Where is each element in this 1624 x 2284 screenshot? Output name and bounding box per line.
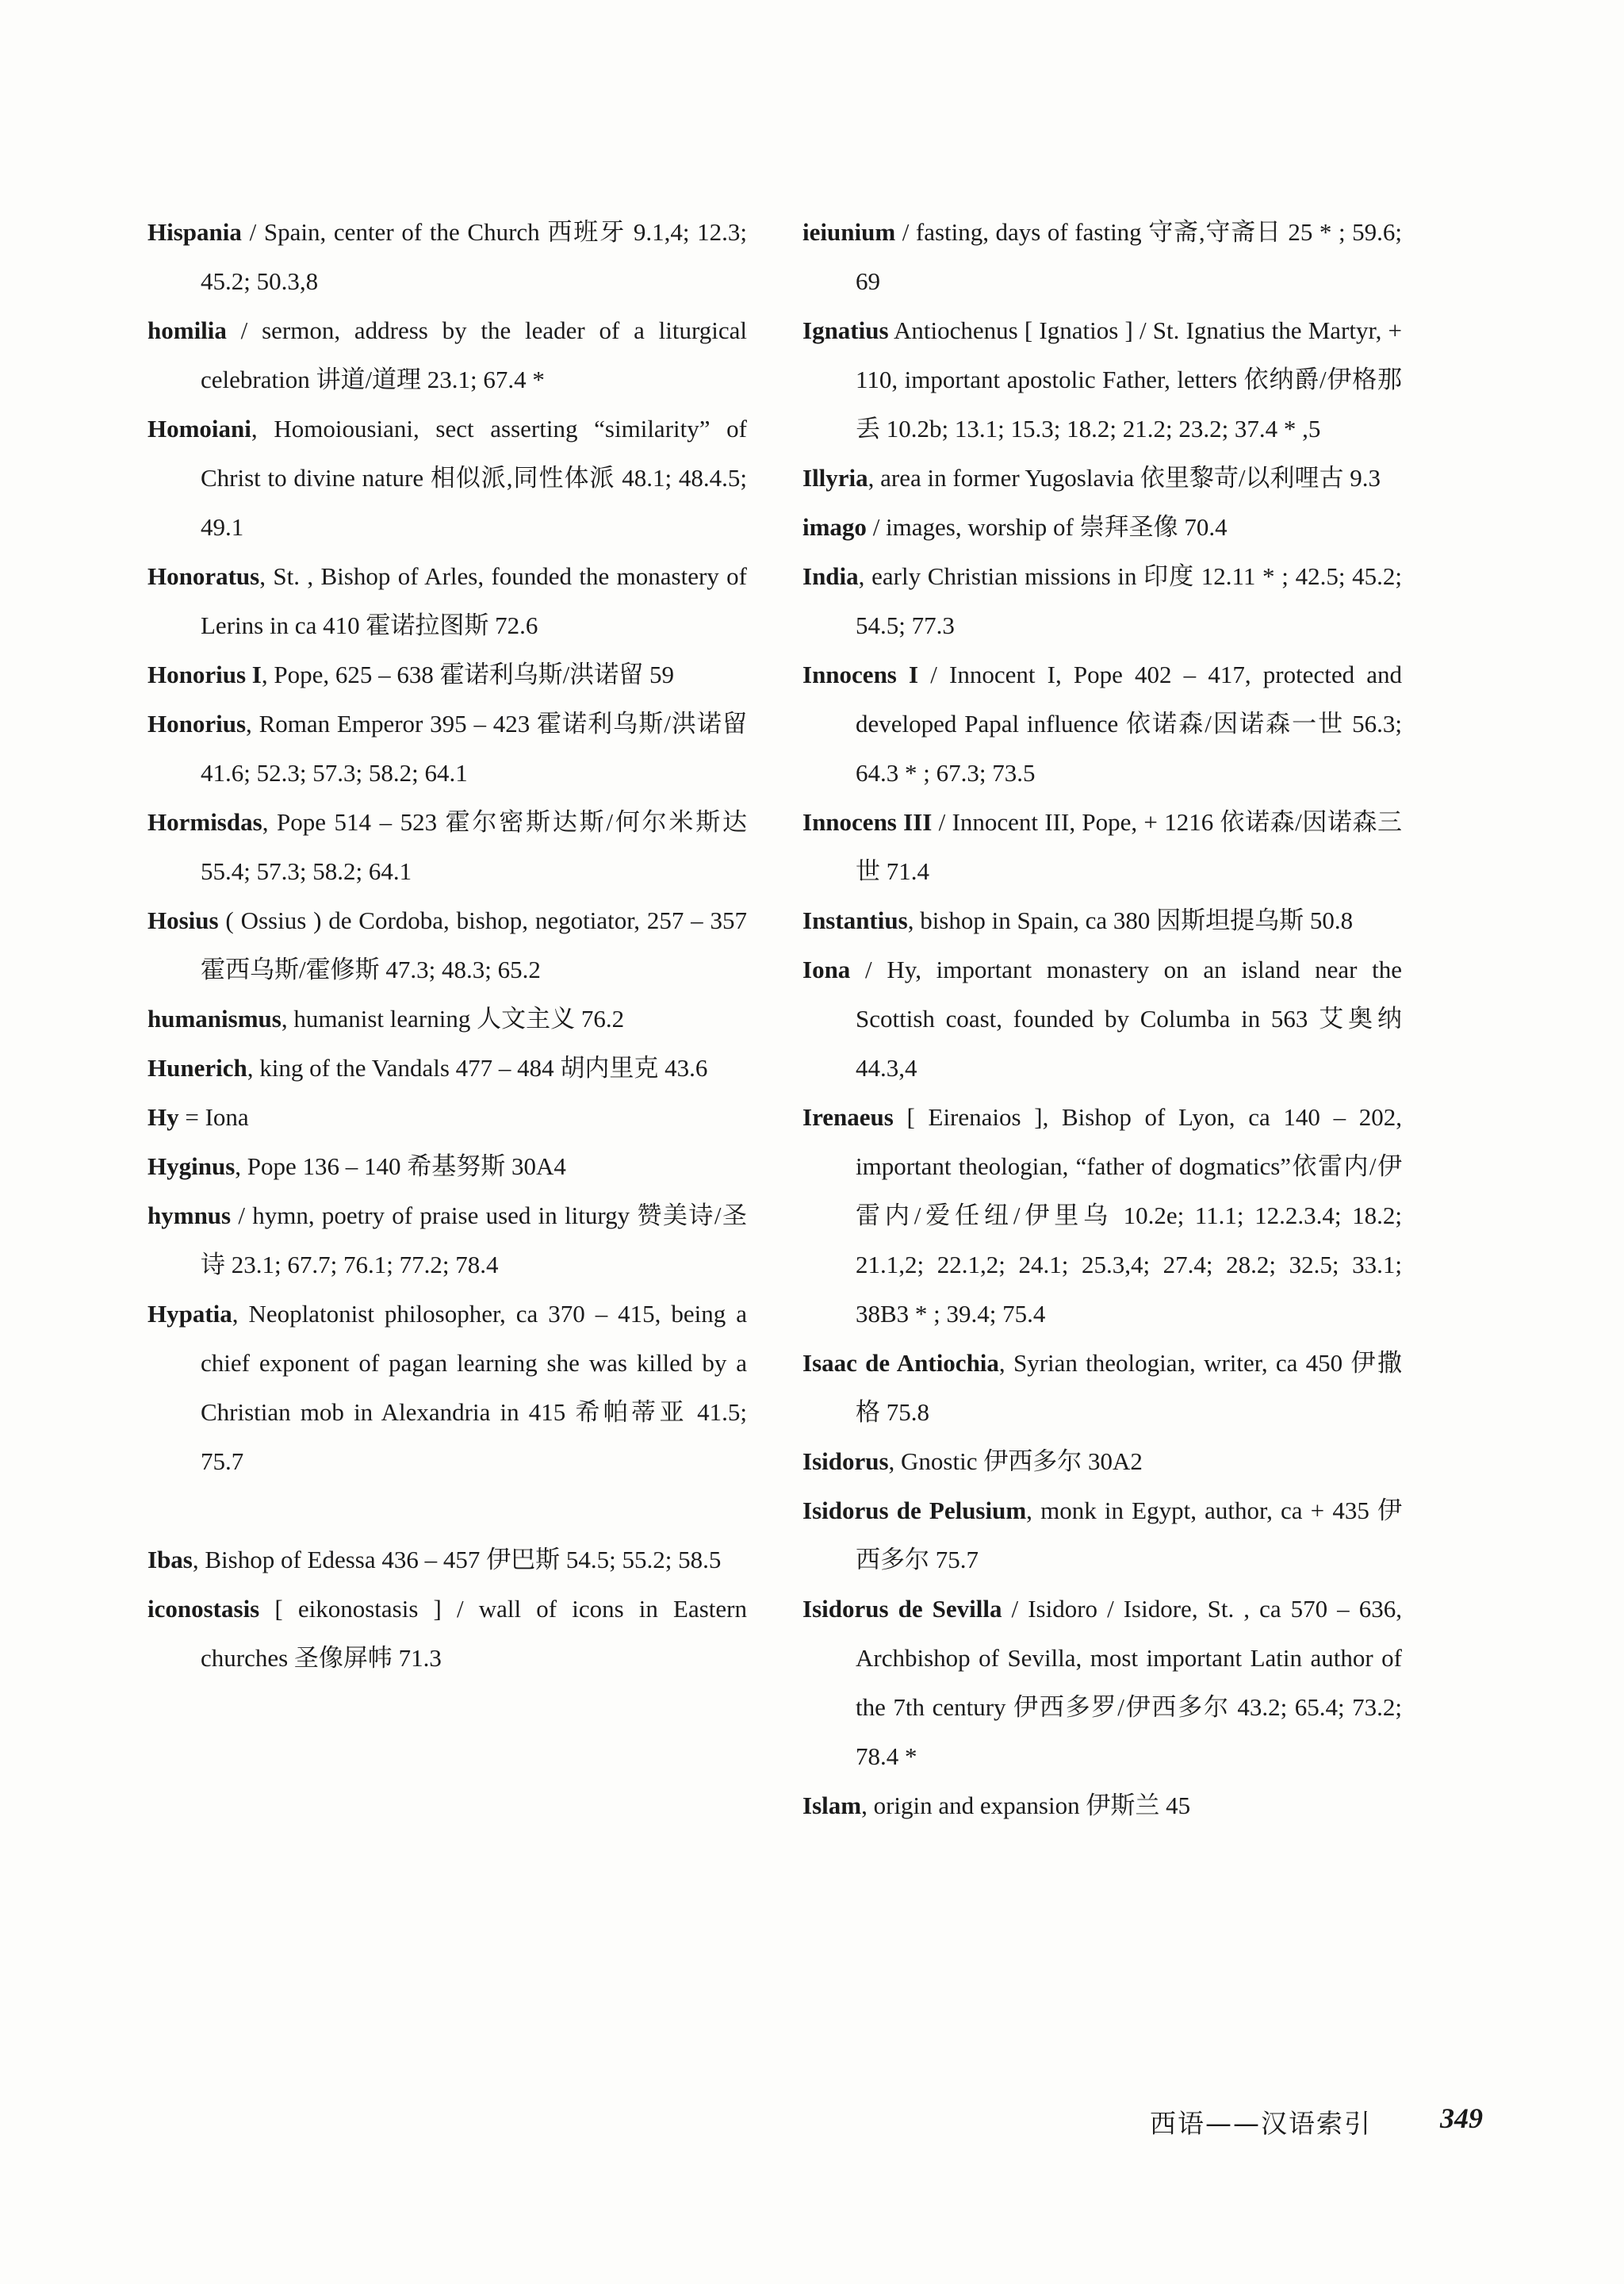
entry-text: , area in former Yugoslavia 依里黎苛/以利哩古 9.3: [868, 464, 1381, 492]
entry-term: humanismus: [147, 1005, 282, 1033]
entry-text: / sermon, address by the leader of a liturgical celebration 讲道/道理 23.1; 67.4 *: [201, 316, 747, 393]
entry-term: hymnus: [147, 1201, 232, 1229]
entry-term: Irenaeus: [802, 1103, 894, 1131]
right-column: [802, 208, 1402, 1830]
index-entry: [147, 1290, 747, 1486]
index-entry: [802, 1585, 1402, 1781]
index-entry: [802, 306, 1402, 454]
entry-text: , Syrian theologian, writer, ca 450 伊撒格 75.8: [856, 1349, 1402, 1426]
entry-term: India: [802, 562, 859, 590]
index-entry: [147, 699, 747, 798]
index-entry: [147, 306, 747, 404]
entry-text: / hymn, poetry of praise used in liturgy 赞美诗/圣诗 23.1; 67.7; 76.1; 77.2; 78.4: [201, 1201, 747, 1278]
entry-term: Innocens I: [802, 661, 919, 688]
entry-term: Honoratus: [147, 562, 260, 590]
running-footer-title: 西语——汉语索引: [1150, 2108, 1372, 2139]
entry-text: , Pope, 625 – 638 霍诺利乌斯/洪诺留 59: [261, 661, 674, 688]
entry-term: imago: [802, 513, 867, 541]
entry-text: [ Eirenaios ], Bishop of Lyon, ca 140 – 202, important theologian, “father of dogmatics”依雷内/伊雷内/爱任纽/伊里乌 10.2e; 11.1; 12.2.3.4; 18.2; 21.1,2; 22.1,2; 24.1; 25.3,4; 27.4; 28.2; 32.5; 33.1; 38B3 * ; 39.4; 75.4: [856, 1103, 1402, 1328]
entry-term: Isaac de Antiochia: [802, 1349, 999, 1377]
entry-text: , bishop in Spain, ca 380 因斯坦提乌斯 50.8: [907, 906, 1354, 934]
entry-term: Hosius: [147, 906, 219, 934]
entry-text: , Neoplatonist philosopher, ca 370 – 415, being a chief exponent of pagan learning she was killed by a Christian mob in Alexandria in 415 希帕蒂亚 41.5; 75.7: [201, 1300, 747, 1475]
index-entry: [802, 650, 1402, 798]
index-entry: [802, 1093, 1402, 1339]
entry-term: ieiunium: [802, 218, 896, 246]
entry-text: , Pope 514 – 523 霍尔密斯达斯/何尔米斯达 55.4; 57.3; 58.2; 64.1: [201, 808, 747, 885]
index-entry: [147, 1191, 747, 1290]
entry-term: Instantius: [802, 906, 908, 934]
index-entry: [802, 1781, 1402, 1830]
entry-term: Homoiani: [147, 415, 251, 443]
entry-term: Hispania: [147, 218, 242, 246]
entry-term: Innocens III: [802, 808, 933, 836]
entry-term: iconostasis: [147, 1595, 260, 1623]
entry-text: [ eikonostasis ] / wall of icons in Eastern churches 圣像屏帏 71.3: [201, 1595, 747, 1672]
index-entry: [147, 1535, 747, 1585]
entry-text: , Gnostic 伊西多尔 30A2: [888, 1447, 1143, 1475]
left-column: [147, 208, 747, 1683]
index-entry: [147, 404, 747, 552]
index-entry: [802, 1486, 1402, 1585]
entry-text: / images, worship of 崇拜圣像 70.4: [866, 513, 1228, 541]
page-number: 349: [1440, 2102, 1483, 2134]
entry-term: Honorius: [147, 710, 247, 738]
index-entry: [802, 503, 1402, 552]
entry-text: / Hy, important monastery on an island near the Scottish coast, founded by Columba in 563 艾奥纳 44.3,4: [850, 956, 1402, 1082]
entry-text: , Homoiousiani, sect asserting “similarity” of Christ to divine nature 相似派,同性体派 48.1; 48.4.5; 49.1: [201, 415, 747, 541]
entry-text: , humanist learning 人文主义 76.2: [281, 1005, 625, 1033]
index-entry: [802, 798, 1402, 896]
index-entry: [802, 896, 1402, 945]
entry-term: homilia: [147, 316, 227, 344]
index-entry: [147, 1585, 747, 1683]
entry-term: Hunerich: [147, 1054, 247, 1082]
index-entry: [147, 208, 747, 306]
entry-term: Hy: [147, 1103, 179, 1131]
entry-text: , Roman Emperor 395 – 423 霍诺利乌斯/洪诺留 41.6; 52.3; 57.3; 58.2; 64.1: [201, 710, 747, 787]
entry-term: Honorius I: [147, 661, 262, 688]
entry-text: , monk in Egypt, author, ca + 435 伊西多尔 75.7: [856, 1496, 1402, 1573]
entry-text: = Iona: [178, 1103, 249, 1131]
entry-term: Iona: [802, 956, 851, 983]
index-entry: [147, 552, 747, 650]
entry-text: / Isidoro / Isidore, St. , ca 570 – 636, Archbishop of Sevilla, most important Latin author of the 7th century 伊西多罗/伊西多尔 43.2; 65.4; 73.2; 78.4 *: [856, 1595, 1402, 1770]
entry-term: Hormisdas: [147, 808, 262, 836]
entry-text: , Pope 136 – 140 希基努斯 30A4: [235, 1152, 566, 1180]
index-entry: [802, 552, 1402, 650]
entry-term: Ignatius: [802, 316, 889, 344]
index-entry: [802, 1437, 1402, 1486]
entry-text: / Spain, center of the Church 西班牙 9.1,4; 12.3; 45.2; 50.3,8: [201, 218, 747, 295]
index-entry: [147, 1093, 747, 1142]
index-entry: [147, 896, 747, 994]
entry-text: / fasting, days of fasting 守斋,守斋日 25 * ; 59.6; 69: [856, 218, 1402, 295]
entry-text: , origin and expansion 伊斯兰 45: [861, 1792, 1191, 1819]
entry-term: Isidorus de Sevilla: [802, 1595, 1002, 1623]
index-entry: [147, 650, 747, 699]
entry-text: ( Ossius ) de Cordoba, bishop, negotiator, 257 – 357 霍西乌斯/霍修斯 47.3; 48.3; 65.2: [201, 906, 747, 983]
entry-text: , king of the Vandals 477 – 484 胡内里克 43.6: [247, 1054, 708, 1082]
entry-text: / Innocent III, Pope, + 1216 依诺森/因诺森三世 71.4: [856, 808, 1403, 885]
index-entry: [147, 798, 747, 896]
index-entry: [147, 994, 747, 1044]
entry-text: , Bishop of Edessa 436 – 457 伊巴斯 54.5; 55.2; 58.5: [192, 1546, 722, 1573]
entry-text: , St. , Bishop of Arles, founded the monastery of Lerins in ca 410 霍诺拉图斯 72.6: [201, 562, 747, 639]
entry-term: Ibas: [147, 1546, 193, 1573]
entry-text: / Innocent I, Pope 402 – 417, protected and developed Papal influence 依诺森/因诺森一世 56.3; 64.3 * ; 67.3; 73.5: [856, 661, 1402, 787]
entry-term: Hyginus: [147, 1152, 236, 1180]
entry-term: Isidorus: [802, 1447, 889, 1475]
entry-term: Hypatia: [147, 1300, 232, 1328]
entry-text: , early Christian missions in 印度 12.11 * ; 42.5; 45.2; 54.5; 77.3: [856, 562, 1402, 639]
page-footer: [1150, 2103, 1483, 2151]
entry-term: Isidorus de Pelusium: [802, 1496, 1027, 1524]
index-entry: [802, 1339, 1402, 1437]
entry-term: Islam: [802, 1792, 862, 1819]
index-entry: [802, 454, 1402, 503]
index-entry: [147, 1044, 747, 1093]
entry-term: Illyria: [802, 464, 868, 492]
index-entry: [802, 208, 1402, 306]
index-entry: [802, 945, 1402, 1093]
entry-text: Antiochenus [ Ignatios ] / St. Ignatius the Martyr, + 110, important apostolic Father, letters 依纳爵/伊格那丢 10.2b; 13.1; 15.3; 18.2; 21.2; 23.2; 37.4 * ,5: [856, 316, 1402, 443]
index-entry: [147, 1142, 747, 1191]
